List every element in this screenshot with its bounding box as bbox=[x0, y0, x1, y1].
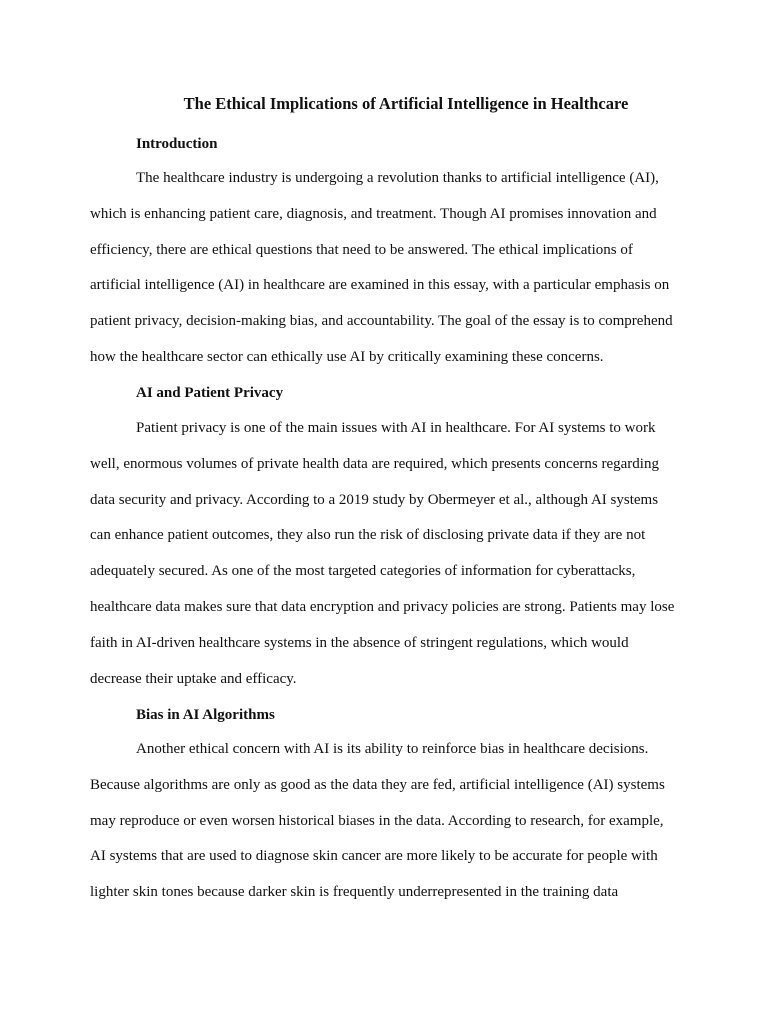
paragraph-line: Patient privacy is one of the main issues with AI in healthcare. For AI systems to work bbox=[136, 420, 656, 436]
paragraph-line: which is enhancing patient care, diagnosis, and treatment. Though AI promises innovation and bbox=[90, 205, 657, 222]
document-title: The Ethical Implications of Artificial Intelligence in Healthcare bbox=[183, 94, 629, 113]
paragraph-line: adequately secured. As one of the most targeted categories of information for cyberattacks, bbox=[90, 563, 636, 580]
paragraph-line: healthcare data makes sure that data encryption and privacy policies are strong. Patients may lose bbox=[90, 598, 675, 615]
paragraph-line: may reproduce or even worsen historical biases in the data. According to research, for example, bbox=[90, 812, 664, 829]
paragraph-line: well, enormous volumes of private health data are required, which presents concerns regarding bbox=[90, 455, 659, 472]
paragraph-line: patient privacy, decision-making bias, and accountability. The goal of the essay is to comprehend bbox=[90, 313, 673, 330]
section-body-bias bbox=[90, 732, 690, 911]
paragraph-line: faith in AI-driven healthcare systems in the absence of stringent regulations, which would bbox=[90, 634, 629, 651]
paragraph-line: artificial intelligence (AI) in healthcare are examined in this essay, with a particular emphasis on bbox=[90, 277, 670, 294]
section-heading-bias: Bias in AI Algorithms bbox=[136, 707, 275, 723]
paragraph-line: lighter skin tones because darker skin is frequently underrepresented in the training data bbox=[90, 884, 619, 901]
section-heading-patient-privacy: AI and Patient Privacy bbox=[136, 385, 284, 401]
paragraph-line: data security and privacy. According to a 2019 study by Obermeyer et al., although AI systems bbox=[90, 491, 659, 508]
paragraph-line: AI systems that are used to diagnose skin cancer are more likely to be accurate for people with bbox=[90, 848, 658, 865]
section-body-introduction bbox=[90, 161, 690, 376]
section-body-patient-privacy bbox=[90, 411, 690, 697]
paragraph-line: Another ethical concern with AI is its ability to reinforce bias in healthcare decisions. bbox=[136, 741, 649, 757]
paragraph-line: efficiency, there are ethical questions that need to be answered. The ethical implications of bbox=[90, 241, 633, 258]
paragraph-line: The healthcare industry is undergoing a revolution thanks to artificial intelligence (AI), bbox=[136, 170, 659, 186]
section-heading-introduction: Introduction bbox=[136, 136, 218, 152]
paragraph-line: can enhance patient outcomes, they also run the risk of disclosing private data if they are not bbox=[90, 527, 646, 544]
paragraph-line: how the healthcare sector can ethically use AI by critically examining these concerns. bbox=[90, 348, 604, 365]
paragraph-line: Because algorithms are only as good as the data they are fed, artificial intelligence (AI) systems bbox=[90, 776, 665, 793]
paragraph-line: decrease their uptake and efficacy. bbox=[90, 670, 297, 687]
